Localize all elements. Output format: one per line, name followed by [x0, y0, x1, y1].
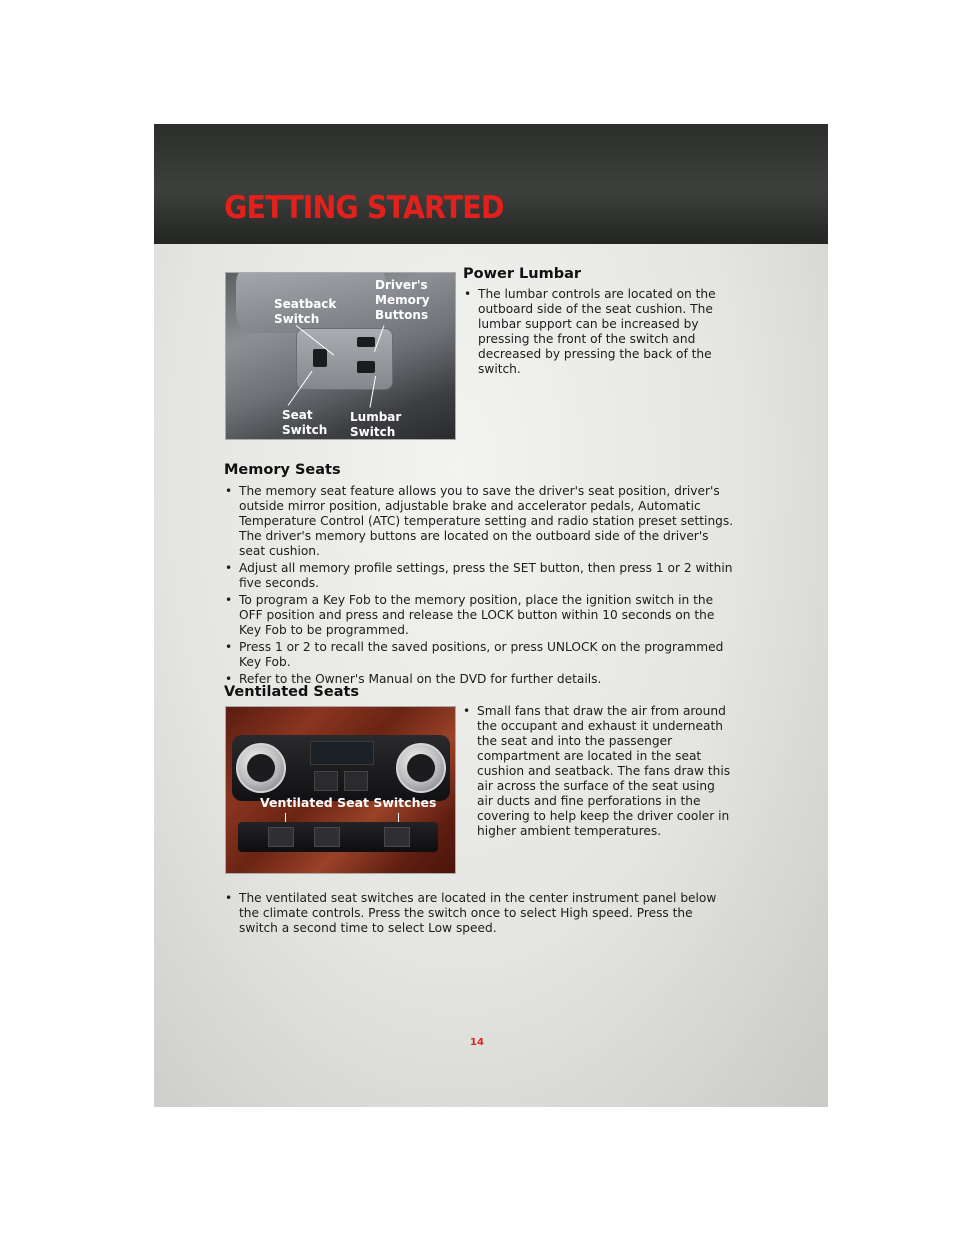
page-number: 14: [470, 1037, 484, 1048]
list-item: • Small fans that draw the air from around the occupant and exhaust it underneath the seat and into the passenger compartment are located in the seat cushion and seatback. The fans draw this air across the surface of the seat using air ducts and fine perforations in the covering to help keep the driver cooler in higher ambient temperatures.: [462, 704, 732, 839]
seat-switch-label: Seat Switch: [282, 408, 328, 437]
manual-page: [154, 124, 828, 1107]
memory-seats-heading: Memory Seats: [224, 462, 341, 478]
climate-button: [314, 771, 338, 791]
list-item: • The ventilated seat switches are located in the center instrument panel below the climate controls. Press the switch once to select High speed. Press the switch a second time to select Low speed.: [224, 891, 734, 936]
left-temperature-dial: [236, 743, 286, 793]
ventilated-seats-side-list: [462, 704, 732, 841]
climate-button: [344, 771, 368, 791]
list-item: • To program a Key Fob to the memory position, place the ignition switch in the OFF position and press and release the LOCK button within 10 seconds on the Key Fob to be programmed.: [224, 593, 734, 638]
power-lumbar-list: [463, 287, 733, 379]
right-ventilated-seat-switch: [384, 827, 410, 847]
seat-controls-photo: [225, 272, 456, 440]
center-switch: [314, 827, 340, 847]
section-title: GETTING STARTED: [224, 190, 504, 226]
climate-display: [310, 741, 374, 765]
left-ventilated-seat-switch: [268, 827, 294, 847]
right-temperature-dial: [396, 743, 446, 793]
ventilated-seats-below-list: [224, 891, 734, 938]
list-item: • Adjust all memory profile settings, press the SET button, then press 1 or 2 within five seconds.: [224, 561, 734, 591]
memory-button-shape: [357, 337, 375, 347]
list-item: • Press 1 or 2 to recall the saved positions, or press UNLOCK on the programmed Key Fob.: [224, 640, 734, 670]
seatback-switch-shape: [313, 349, 327, 367]
memory-buttons-label: Driver's Memory Buttons: [375, 278, 430, 322]
memory-seats-list: [224, 484, 734, 689]
list-item: • The memory seat feature allows you to save the driver's seat position, driver's outside mirror position, adjustable brake and accelerator pedals, Automatic Temperature Control (ATC) temperature setting and radio station preset settings. The driver's memory buttons are located on the outboard side of the driver's seat cushion.: [224, 484, 734, 559]
ventilated-seat-switches-photo: [225, 706, 456, 874]
seatback-switch-label: Seatback Switch: [274, 297, 337, 326]
ventilated-seat-switches-caption: Ventilated Seat Switches: [260, 795, 437, 810]
power-lumbar-heading: Power Lumbar: [463, 266, 582, 282]
seat-switch-bar: [238, 822, 438, 852]
ventilated-seats-heading: Ventilated Seats: [224, 684, 360, 700]
lumbar-switch-label: Lumbar Switch: [350, 410, 402, 439]
section-header: [154, 124, 828, 244]
climate-control-panel: [232, 735, 450, 801]
list-item: • Refer to the Owner's Manual on the DVD for further details.: [224, 672, 734, 687]
lumbar-switch-shape: [357, 361, 375, 373]
list-item: • The lumbar controls are located on the outboard side of the seat cushion. The lumbar support can be increased by pressing the front of the switch and decreased by pressing the back of the switch.: [463, 287, 733, 377]
